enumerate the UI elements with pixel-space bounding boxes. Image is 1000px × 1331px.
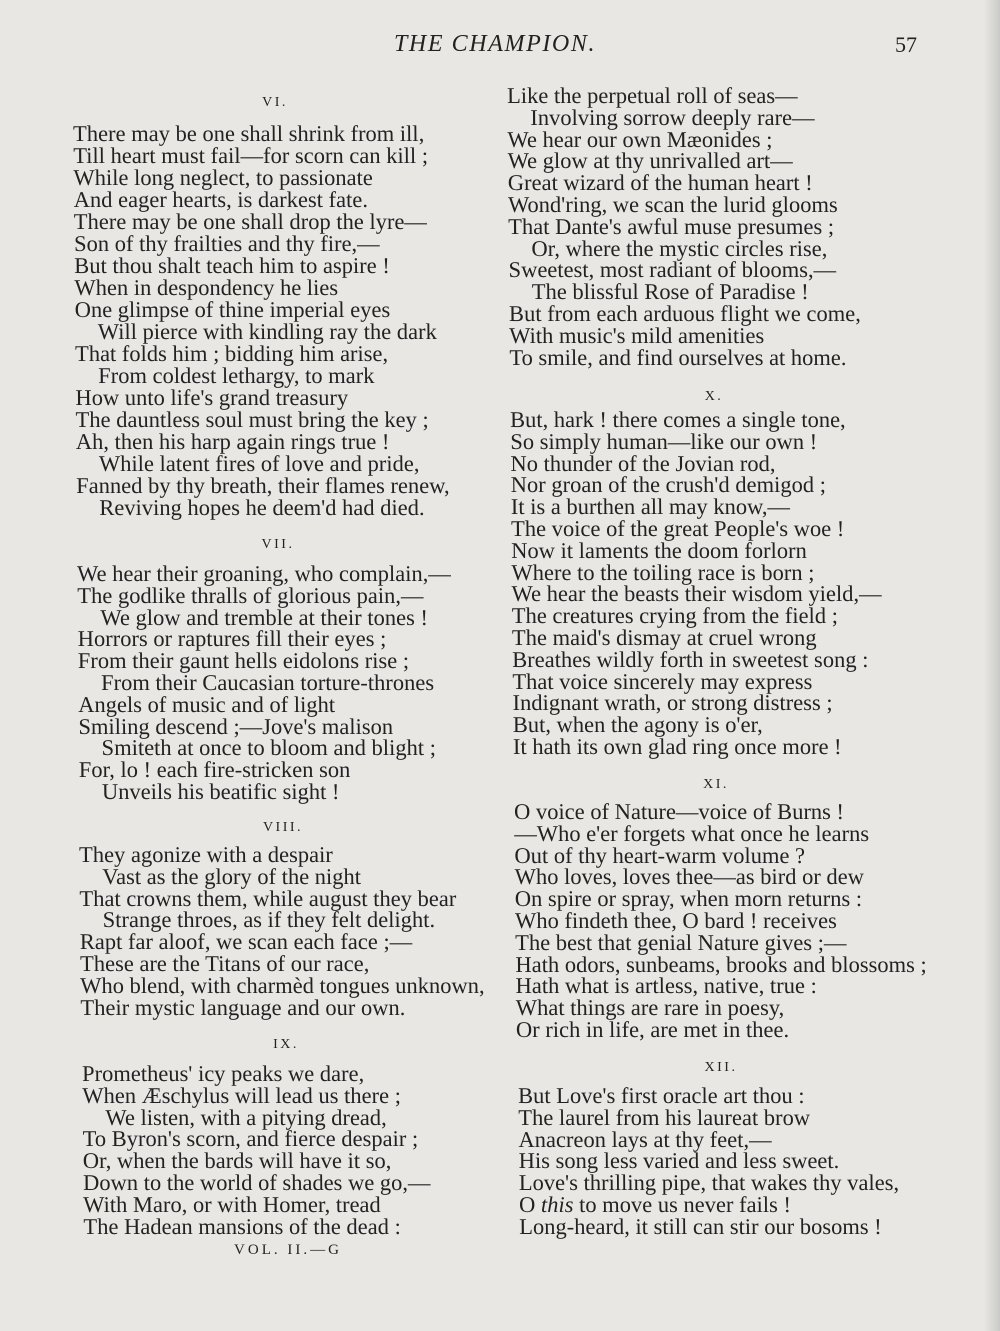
verse-line: But, when the agony is o'er, xyxy=(512,712,763,738)
verse-line: But thou shalt teach him to aspire ! xyxy=(74,253,390,278)
verse-line: Will pierce with kindling ray the dark xyxy=(97,319,437,344)
verse-line: Or, when the bards will have it so, xyxy=(82,1148,392,1174)
verse-line: The best that genial Nature gives ;— xyxy=(515,929,847,955)
verse-line: Hath what is artless, native, true : xyxy=(515,973,817,999)
verse-line: The dauntless soul must bring the key ; xyxy=(75,407,429,432)
verse-line: How unto life's grand treasury xyxy=(75,385,349,410)
verse-line: From their Caucasian torture-thrones xyxy=(100,669,435,695)
verse-line: We hear our own Mæonides ; xyxy=(507,126,773,152)
verse-line: These are the Titans of our race, xyxy=(79,950,370,976)
verse-line: We hear the beasts their wisdom yield,— xyxy=(511,581,882,607)
verse-line: Reviving hopes he deem'd had died. xyxy=(99,495,425,520)
verse-line: Wond'ring, we scan the lurid glooms xyxy=(507,191,838,217)
verse-line: While latent fires of love and pride, xyxy=(98,451,420,476)
verse-line: Indignant wrath, or strong distress ; xyxy=(512,690,833,716)
verse-line: Nor groan of the crush'd demigod ; xyxy=(510,472,827,498)
verse-line: There may be one shall drop the lyre— xyxy=(73,209,427,234)
verse-line: Son of thy frailties and thy fire,— xyxy=(73,231,380,256)
verse-line: Smiling descend ;—Jove's malison xyxy=(78,713,394,739)
verse-line: Or, where the mystic circles rise, xyxy=(531,235,828,261)
verse-line: That crowns them, while august they bear xyxy=(79,885,457,911)
verse-line: —Who e'er forgets what once he learns xyxy=(514,820,870,846)
verse-line: They agonize with a despair xyxy=(78,842,333,867)
verse-line: Who loves, loves thee—as bird or dew xyxy=(514,864,865,890)
verse-line: The Hadean mansions of the dead : xyxy=(83,1213,401,1239)
verse-line: We glow and tremble at their tones ! xyxy=(100,604,429,630)
verse-line: Now it laments the doom forlorn xyxy=(511,537,807,563)
verse-line: That voice sincerely may express xyxy=(512,668,813,694)
verse-line: It hath its own glad ring once more ! xyxy=(512,733,842,759)
verse-line: With music's mild amenities xyxy=(509,322,765,348)
stanza-numeral-xi: XI. xyxy=(703,777,729,792)
verse-line: Where to the toiling race is born ; xyxy=(511,559,815,585)
verse-line: And eager hearts, is darkest fate. xyxy=(73,187,369,212)
verse-text: to move us never fails ! xyxy=(573,1191,791,1217)
verse-line: Smiteth at once to bloom and blight ; xyxy=(101,735,437,761)
verse-line: But, hark ! there comes a single tone, xyxy=(509,407,846,432)
stanza-x xyxy=(510,409,883,758)
emphasized-word: this xyxy=(540,1191,574,1217)
verse-line: So simply human—like our own ! xyxy=(510,428,818,454)
verse-line: Horrors or raptures fill their eyes ; xyxy=(77,626,387,652)
stanza-numeral-vi: VI. xyxy=(262,95,288,110)
verse-line: There may be one shall shrink from ill, xyxy=(72,121,425,146)
verse-line: We hear their groaning, who complain,— xyxy=(76,561,451,586)
verse-line: Long-heard, it still can stir our bosoms ! xyxy=(519,1213,882,1239)
verse-line: Out of thy heart-warm volume ? xyxy=(514,842,806,868)
verse-line: From coldest lethargy, to mark xyxy=(98,363,375,388)
verse-line xyxy=(518,1191,899,1217)
verse-line: Prometheus' icy peaks we dare, xyxy=(81,1061,365,1086)
stanza-numeral-viii: VIII. xyxy=(262,820,304,835)
stanza-numeral-xii: XII. xyxy=(704,1060,738,1075)
verse-line: The maid's dismay at cruel wrong xyxy=(511,624,817,650)
verse-line: Angels of music and of light xyxy=(78,691,336,717)
stanza-ix-part-2 xyxy=(507,85,861,368)
verse-line: We listen, with a pitying dread, xyxy=(105,1104,387,1130)
verse-line: To Byron's scorn, and fierce despair ; xyxy=(82,1126,419,1152)
verse-line: That Dante's awful muse presumes ; xyxy=(508,213,835,239)
verse-line: Unveils his beatific sight ! xyxy=(101,778,340,804)
verse-line: Down to the world of shades we go,— xyxy=(82,1169,431,1195)
verse-line: Or rich in life, are met in thee. xyxy=(515,1016,790,1042)
verse-line: Anacreon lays at thy feet,— xyxy=(518,1126,772,1152)
verse-line: Rapt far aloof, we scan each face ;— xyxy=(79,929,413,955)
verse-line: Who blend, with charmèd tongues unknown, xyxy=(80,972,485,998)
verse-line: Love's thrilling pipe, that wakes thy vales, xyxy=(518,1170,900,1196)
verse-line: Like the perpetual roll of seas— xyxy=(506,83,798,108)
verse-line: Hath odors, sunbeams, brooks and blossoms ; xyxy=(515,951,927,977)
verse-text: O xyxy=(518,1191,542,1217)
verse-line: No thunder of the Jovian rod, xyxy=(510,450,776,476)
verse-line: Their mystic language and our own. xyxy=(80,994,406,1020)
verse-line: It is a burthen all may know,— xyxy=(510,494,791,520)
stanza-numeral-vii: VII. xyxy=(261,537,295,552)
verse-line: The blissful Rose of Paradise ! xyxy=(531,279,809,305)
verse-line: The laurel from his laureat brow xyxy=(518,1104,811,1130)
verse-line: We glow at thy unrivalled art— xyxy=(507,148,793,174)
stanza-numeral-x: X. xyxy=(704,389,724,404)
verse-line: Vast as the glory of the night xyxy=(102,863,362,889)
verse-line: What things are rare in poesy, xyxy=(515,995,785,1021)
verse-line: Till heart must fail—for scorn can kill ; xyxy=(73,143,429,168)
verse-line: Fanned by thy breath, their flames renew, xyxy=(76,473,450,498)
verse-line: With Maro, or with Homer, tread xyxy=(83,1191,381,1217)
verse-line: Sweetest, most radiant of blooms,— xyxy=(508,257,837,283)
verse-line: That folds him ; bidding him arise, xyxy=(74,341,389,366)
verse-line: While long neglect, to passionate xyxy=(73,165,373,190)
signature-mark: VOL. II.—G xyxy=(234,1242,342,1258)
verse-line: From their gaunt hells eidolons rise ; xyxy=(77,648,410,674)
verse-line: One glimpse of thine imperial eyes xyxy=(74,297,391,322)
verse-line: The godlike thralls of glorious pain,— xyxy=(77,582,424,608)
stanza-numeral-ix: IX. xyxy=(273,1037,299,1052)
page-number: 57 xyxy=(895,32,917,57)
verse-line: But Love's first oracle art thou : xyxy=(517,1083,805,1108)
verse-line: Involving sorrow deeply rare— xyxy=(530,104,815,130)
verse-line: Breathes wildly forth in sweetest song : xyxy=(512,646,869,672)
verse-line: O voice of Nature—voice of Burns ! xyxy=(513,799,845,824)
stanza-xi xyxy=(514,801,927,1041)
verse-line: The creatures crying from the field ; xyxy=(511,603,839,629)
verse-line: On spire or spray, when morn returns : xyxy=(514,886,863,912)
verse-line: The voice of the great People's woe ! xyxy=(510,515,845,541)
verse-line: For, lo ! each fire-stricken son xyxy=(78,757,351,783)
verse-line: To smile, and find ourselves at home. xyxy=(509,344,847,370)
stanza-xii xyxy=(518,1085,900,1238)
verse-line: Ah, then his harp again rings true ! xyxy=(75,429,390,454)
verse-line: But from each arduous flight we come, xyxy=(508,300,861,326)
verse-line: Great wizard of the human heart ! xyxy=(507,170,813,196)
verse-line: Who findeth thee, O bard ! receives xyxy=(514,907,837,933)
verse-line: When in despondency he lies xyxy=(74,275,339,300)
verse-line: Strange throes, as if they felt delight. xyxy=(102,907,436,933)
running-title: THE CHAMPION. xyxy=(393,31,597,57)
verse-line: When Æschylus will lead us there ; xyxy=(82,1082,402,1108)
verse-line: His song less varied and less sweet. xyxy=(518,1148,840,1174)
